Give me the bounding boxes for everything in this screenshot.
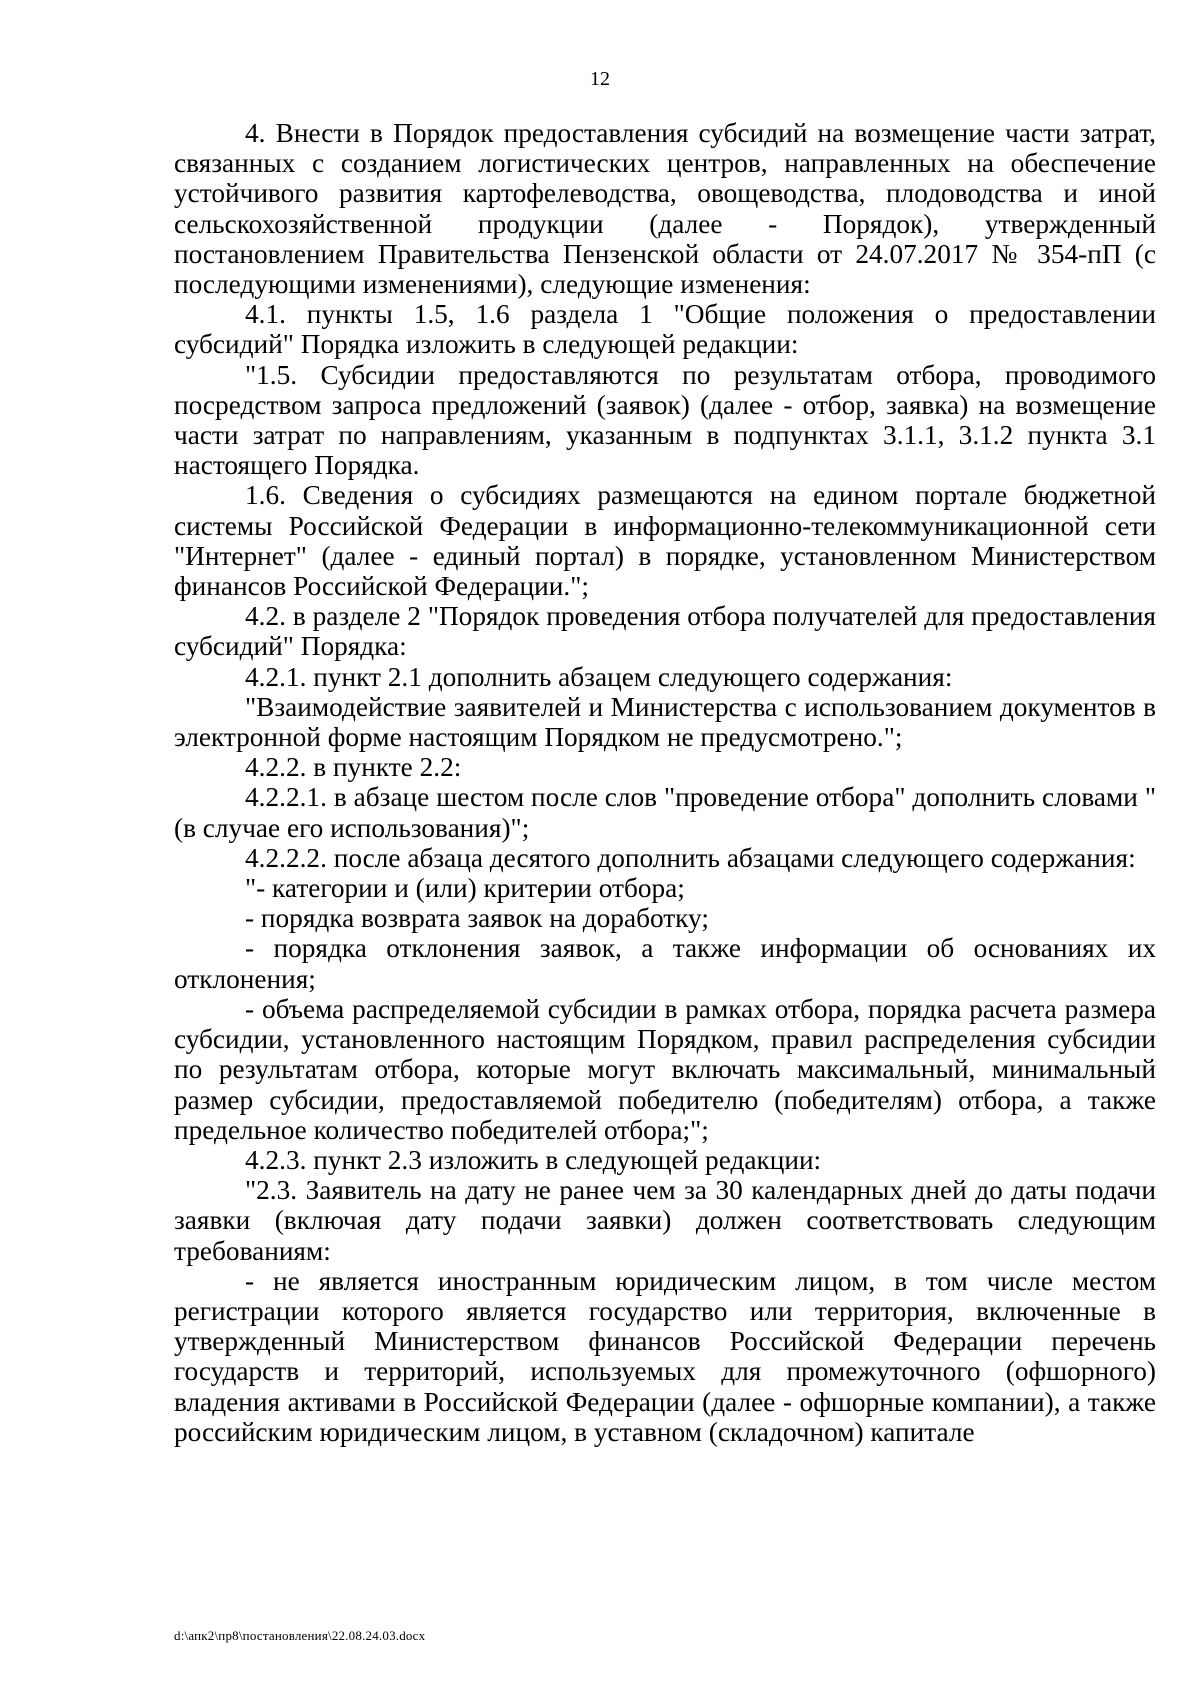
list-item-return: - порядка возврата заявок на доработку; bbox=[245, 903, 709, 934]
paragraph-1-5: "1.5. Субсидии предоставляются по результатам отбора, проводимого посредством запроса предложений (заявок) (далее - отбор, заявка) на возмещение части затрат по направлениям, указанным в подпунктах 3.1.1, 3.1.2 пункта 3.1 настоящего Порядка. bbox=[174, 359, 1156, 481]
paragraph-4: 4. Внести в Порядок предоставления субсидий на возмещение части затрат, связанных с созданием логистических центров, направленных на обеспечение устойчивого развития картофелеводства, овощеводства, плодоводства и иной сельскохозяйственной продукции (далее - Порядок), утвержденный постановлением Правительства Пензенской области от 24.07.2017 № 354-пП (с последующими изменениями), следующие изменения: bbox=[174, 118, 1156, 300]
footer-file-path: d:\апк2\пр8\постановления\22.08.24.03.docx bbox=[174, 1628, 426, 1643]
page-number: 12 bbox=[590, 68, 610, 90]
paragraph-4-2-2-2: 4.2.2.2. после абзаца десятого дополнить абзацами следующего содержания: bbox=[245, 842, 1136, 873]
paragraph-4-2-3: 4.2.3. пункт 2.3 изложить в следующей редакции: bbox=[245, 1144, 822, 1175]
paragraph-4-1: 4.1. пункты 1.5, 1.6 раздела 1 "Общие положения о предоставлении субсидий" Порядка изложить в следующей редакции: bbox=[174, 299, 1156, 360]
paragraph-2-3: "2.3. Заявитель на дату не ранее чем за 30 календарных дней до даты подачи заявки (включая дату подачи заявки) должен соответствовать следующим требованиям: bbox=[174, 1175, 1156, 1266]
paragraph-4-2-1: 4.2.1. пункт 2.1 дополнить абзацем следующего содержания: bbox=[245, 661, 953, 692]
list-item-rejection: - порядка отклонения заявок, а также информации об основаниях их отклонения; bbox=[174, 933, 1156, 994]
paragraph-interaction: "Взаимодействие заявителей и Министерства с использованием документов в электронной форме настоящим Порядком не предусмотрено."; bbox=[174, 691, 1156, 753]
paragraph-1-6: 1.6. Сведения о субсидиях размещаются на едином портале бюджетной системы Российской Федерации в информационно-телекоммуникационной сети "Интернет" (далее - единый портал) в порядке, установленном Министерством финансов Российской Федерации."; bbox=[174, 480, 1156, 602]
list-item-foreign-entity: - не является иностранным юридическим лицом, в том числе местом регистрации которого является государство или территория, включенные в утвержденный Министерством финансов Российской Федерации перечень государств и территорий, используемых для промежуточного (офшорного) владения активами в Российской Федерации (далее - офшорные компании), а также российским юридическим лицом, в уставном (складочном) капитале bbox=[174, 1265, 1156, 1447]
list-item-volume: - объема распределяемой субсидии в рамках отбора, порядка расчета размера субсидии, установленного настоящим Порядком, правил распределения субсидии по результатам отбора, которые могут включать максимальный, минимальный размер субсидии, предоставляемой победителю (победителям) отбора, а также предельное количество победителей отбора;"; bbox=[174, 993, 1156, 1145]
paragraph-4-2: 4.2. в разделе 2 "Порядок проведения отбора получателей для предоставления субсидий" Порядка: bbox=[174, 601, 1156, 662]
paragraph-4-2-2: 4.2.2. в пункте 2.2: bbox=[245, 752, 462, 783]
document-body bbox=[174, 118, 1156, 1447]
list-item-categories: "- категории и (или) критерии отбора; bbox=[245, 873, 685, 904]
paragraph-4-2-2-1: 4.2.2.1. в абзаце шестом после слов "проведение отбора" дополнить словами "(в случае его использования)"; bbox=[174, 782, 1156, 843]
